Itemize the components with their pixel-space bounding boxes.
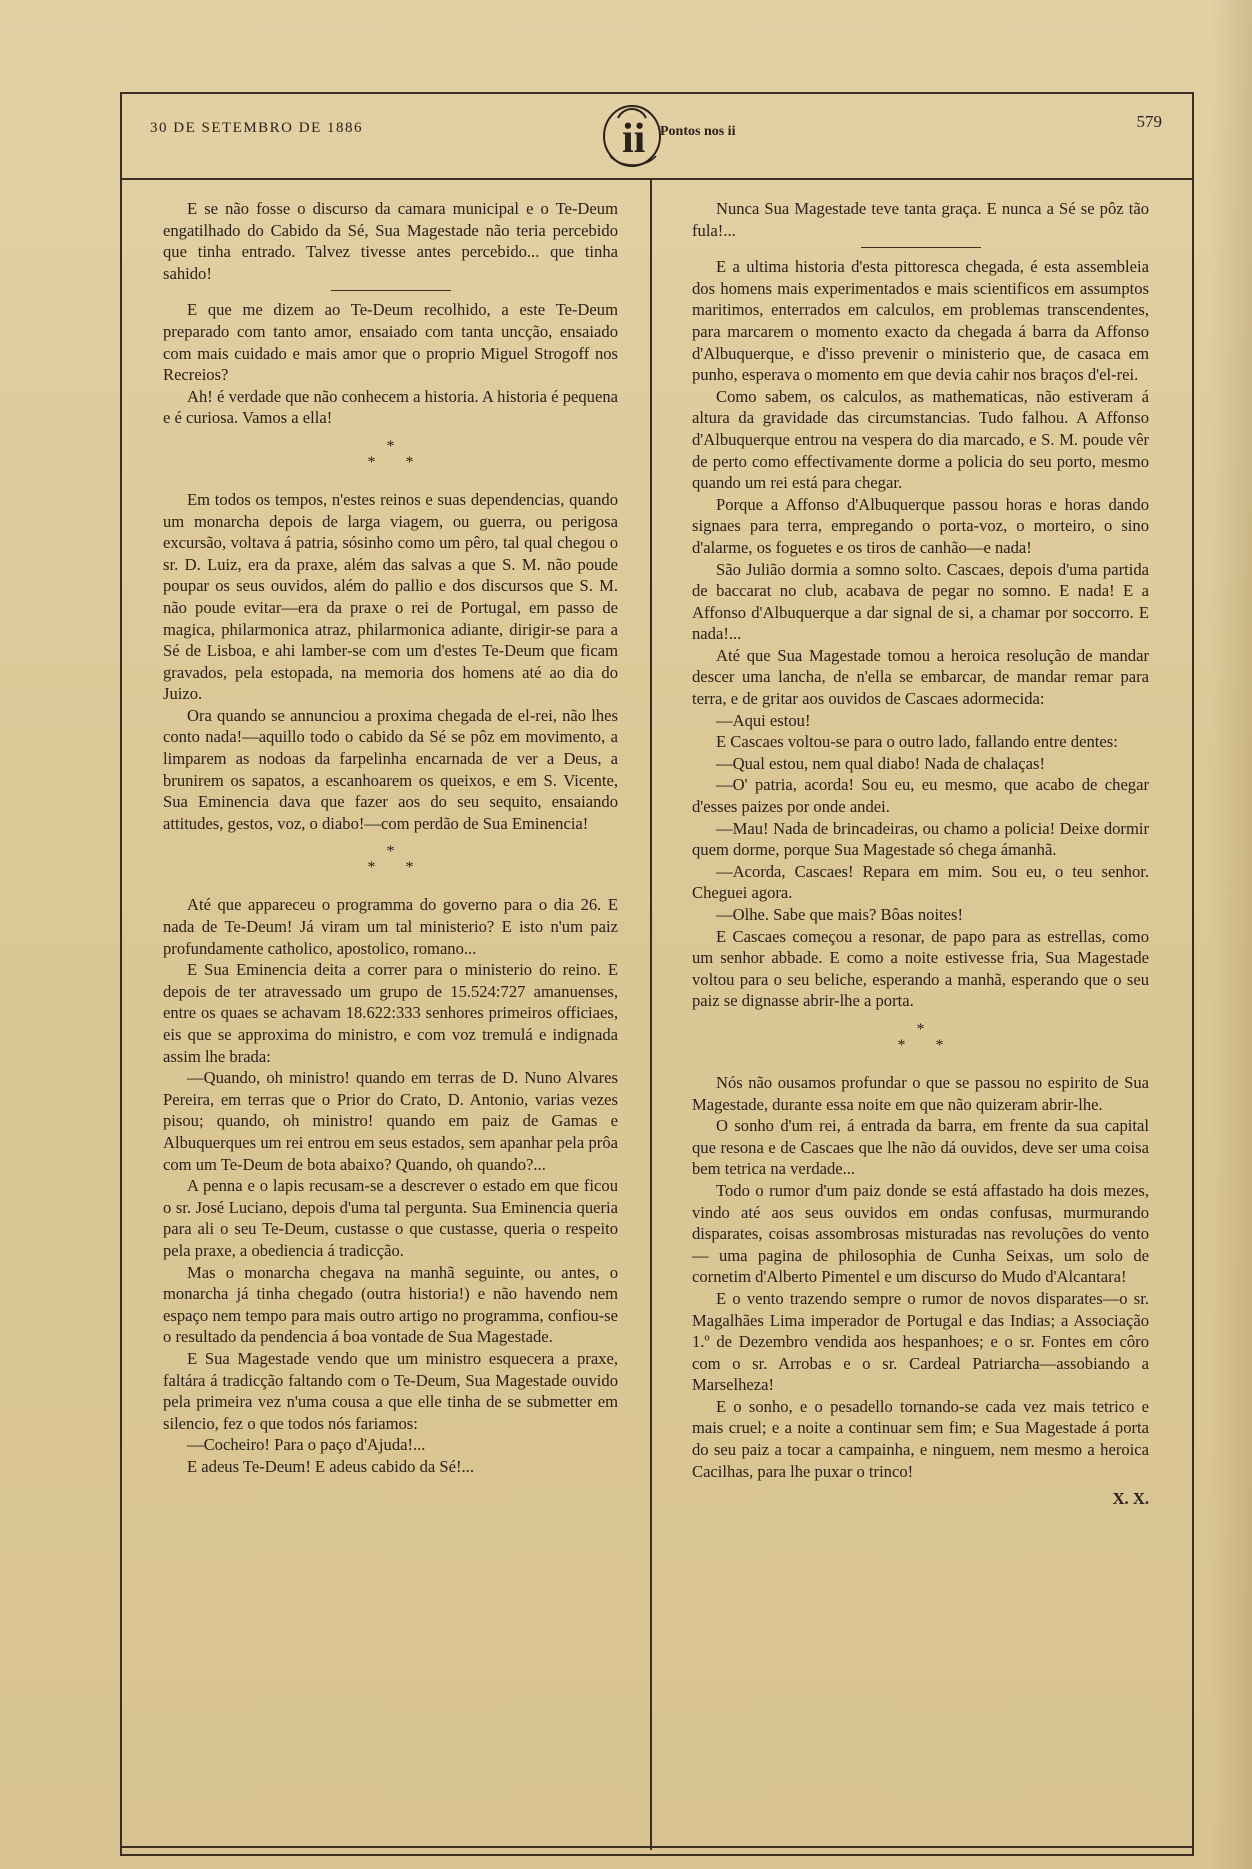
section-rule xyxy=(861,247,981,248)
section-rule xyxy=(331,290,451,291)
asterism-top: * xyxy=(386,437,395,455)
issue-date: 30 DE SETEMBRO DE 1886 xyxy=(150,120,363,136)
asterism-top: * xyxy=(916,1020,925,1038)
article-paragraph: São Julião dormia a somno solto. Cascaes, depois d'uma partida de baccarat no club, acabava de pegar no somno. E nada! E a Affonso d'Albuquerque a dar signal de si, a chamar por soccorro. E nada!... xyxy=(692,559,1149,644)
article-paragraph: Como sabem, os calculos, as mathematicas, não estiveram á altura da gravidade das circumstancias. Tudo falhou. A Affonso d'Albuquerque entrou na vespera do dia marcado, e S. M. poude vêr de perto como effectivamente dorme a policia do seu porto, mesmo quando um rei está para chegar. xyxy=(692,386,1149,493)
section-asterism xyxy=(692,1022,1149,1054)
footer-rule xyxy=(120,1846,1192,1848)
asterism-top: * xyxy=(386,843,395,861)
article-paragraph: E Cascaes começou a resonar, de papo para as estrellas, como um senhor abbade. E como a noite estivesse fria, Sua Magestade voltou para o seu beliche, esperando a manhã, esperando que o seu paiz se dignasse abrir-lhe a porta. xyxy=(692,926,1149,1011)
article-paragraph: Porque a Affonso d'Albuquerque passou horas e horas dando signaes para terra, empregando o porta-voz, o morteiro, o sino d'alarme, os foguetes e os tiros de canhão—e nada! xyxy=(692,494,1149,557)
article-paragraph: E Cascaes voltou-se para o outro lado, fallando entre dentes: xyxy=(716,732,1118,752)
article-paragraph: —Acorda, Cascaes! Repara em mim. Sou eu, o teu senhor. Cheguei agora. xyxy=(692,861,1149,903)
article-paragraph: E que me dizem ao Te-Deum recolhido, a este Te-Deum preparado com tanto amor, ensaiado com tanta uncção, ensaiado com mais cuidado e mais amor que o proprio Miguel Strogoff nos Recreios? xyxy=(163,300,618,385)
article-paragraph: Ora quando se annunciou a proxima chegada de el-rei, não lhes conto nada!—aquillo todo o cabido da Sé se pôz em movimento, a limparem as nodoas da farpelinha encarnada de ver a Deus, a brunirem os sapatos, a escanhoarem os queixos, e em S. Vicente, Sua Eminencia dava que fazer aos do seu sequito, ensaiando attitudes, gestos, voz, o diabo!—com perdão de Sua Eminencia! xyxy=(163,705,618,833)
article-paragraph: E se não fosse o discurso da camara municipal e o Te-Deum engatilhado do Cabido da Sé, Sua Magestade não teria percebido que tinha entrado. Talvez tivesse antes percebido... que tinha sahido! xyxy=(163,199,618,283)
article-paragraph: E a ultima historia d'esta pittoresca chegada, é esta assembleia dos homens mais experimentados e mais scientificos em assumptos maritimos, enterrados em calculos, em problemas transcendentes, para marcarem o momento exacto da chegada á barra da Affonso d'Albuquerque, e d'isso prevenir o ministerio que, de casaca em punho, esperava o momento em que devia cahir nos braços d'el-rei. xyxy=(692,257,1149,385)
article-paragraph: E Sua Magestade vendo que um ministro esquecera a praxe, faltára á tradicção faltando com o Te-Deum, Sua Magestade ouvido pela primeira vez n'uma cousa a que elle tinha de se submetter em silencio, fez o que todos nós fariamos: xyxy=(163,1348,618,1433)
article-paragraph: E o vento trazendo sempre o rumor de novos disparates—o sr. Magalhães Lima imperador de Portugal e das Indias; a Associação 1.º de Dezembro vendida aos hespanhoes; e o sr. Fontes em côro com o sr. Arrobas e o sr. Cardeal Patriarcha—assobiando a Marselheza! xyxy=(692,1288,1149,1395)
page-header xyxy=(120,92,1192,180)
article-paragraph: Todo o rumor d'um paiz donde se está affastado ha dois mezes, vindo até aos seus ouvidos em ondas confusas, murmurando disparates, coisas assombrosas misturadas nas revoluções do vento — uma pagina de philosophia de Cunha Seixas, um solo de cornetim d'Alberto Pimentel e um discurso do Mudo d'Alcantara! xyxy=(692,1180,1149,1287)
article-paragraph: Até que appareceu o programma do governo para o dia 26. E nada de Te-Deum! Já viram um tal ministerio? E isto n'um paiz profundamente catholico, apostolico, romano... xyxy=(163,895,618,958)
article-paragraph: —O' patria, acorda! Sou eu, eu mesmo, que acabo de chegar d'esses paizes por onde andei. xyxy=(692,775,1149,817)
article-paragraph: Nós não ousamos profundar o que se passou no espirito de Sua Magestade, durante essa noite em que não quizeram abrir-lhe. xyxy=(692,1072,1149,1114)
article-paragraph: E o sonho, e o pesadello tornando-se cada vez mais tetrico e mais cruel; e a noite a continuar sem fim; e Sua Magestade á porta do seu paiz a tocar a campainha, e ninguem, nem mesmo a heroica Cacilhas, para lhe puxar o trinco! xyxy=(692,1396,1149,1481)
left-column xyxy=(163,198,618,1477)
article-paragraph: E adeus Te-Deum! E adeus cabido da Sé!... xyxy=(187,1456,474,1476)
article-paragraph: —Cocheiro! Para o paço d'Ajuda!... xyxy=(187,1435,426,1455)
article-paragraph: —Aqui estou! xyxy=(716,710,811,730)
right-column xyxy=(692,198,1149,1510)
article-paragraph: —Mau! Nada de brincadeiras, ou chamo a policia! Deixe dormir quem dorme, porque Sua Magestade só chega ámanhã. xyxy=(692,818,1149,860)
article-paragraph: A penna e o lapis recusam-se a descrever o estado em que ficou o sr. José Luciano, depois d'uma tal pergunta. Sua Eminencia queria para ali o seu Te-Deum, custasse o que custasse, queria o respeito pela praxe, a obediencia á tradicção. xyxy=(163,1176,618,1260)
asterism-bottom: ** xyxy=(367,453,444,471)
section-asterism xyxy=(163,439,618,471)
section-asterism xyxy=(163,844,618,876)
article-paragraph: Mas o monarcha chegava na manhã seguinte, ou antes, o monarcha já tinha chegado (outra historia!) e não havendo nem espaço nem tempo para mais outro artigo no programma, confiou-se o resultado da pendencia á boa vontade de Sua Magestade. xyxy=(163,1262,618,1347)
author-signature: X. X. xyxy=(1112,1489,1149,1509)
article-paragraph: —Qual estou, nem qual diabo! Nada de chalaças! xyxy=(716,753,1045,773)
article-paragraph: —Quando, oh ministro! quando em terras de D. Nuno Alvares Pereira, em terras que o Prior do Crato, D. Antonio, varias vezes pisou; quando, oh ministro! quando em paiz de Gamas e Albuquerques um rei entrou em seus estados, sem apanhar pela prôa com um Te-Deum de bota abaixo? Quando, oh quando?... xyxy=(163,1068,618,1174)
article-paragraph: Em todos os tempos, n'estes reinos e suas dependencias, quando um monarcha depois de larga viagem, ou guerra, ou perigosa excursão, voltava á patria, sósinho como um pêro, tal qual chegou o sr. D. Luiz, era da praxe, além das salvas a que S. M. não poude poupar os seus ouvidos, além do pallio e dos discursos que S. M. não poude evitar—era da praxe o rei de Portugal, em passo de magica, philarmonica atraz, philarmonica adiante, dirigir-se para a Sé de Lisboa, e ahi lamber-se com um d'estes Te-Deum que ficam gravados, pela estopada, na memoria dos homens até ao dia do Juizo. xyxy=(163,489,618,704)
article-paragraph: Ah! é verdade que não conhecem a historia. A historia é pequena e é curiosa. Vamos a ella! xyxy=(163,386,618,428)
article-paragraph: O sonho d'um rei, á entrada da barra, em frente da sua capital que resona e de Cascaes que lhe não dá ouvidos, deve ser uma coisa bem tetrica na verdade... xyxy=(692,1116,1149,1179)
column-divider xyxy=(650,180,652,1850)
page-number: 579 xyxy=(1136,112,1162,131)
article-paragraph: Nunca Sua Magestade teve tanta graça. E nunca a Sé se pôz tão fula!... xyxy=(692,199,1149,240)
svg-text:ii: ii xyxy=(622,116,646,162)
article-paragraph: E Sua Eminencia deita a correr para o ministerio do reino. E depois de ter atravessado um grupo de 15.524:727 amanuenses, entre os quaes se achavam 18.622:333 senhores primeiros officiaes, eis que se approxima do ministro, e com voz tremulá e indignada assim lhe brada: xyxy=(163,960,618,1066)
masthead-logo xyxy=(590,96,760,172)
article-paragraph: Até que Sua Magestade tomou a heroica resolução de mandar descer uma lancha, de n'ella se embarcar, de mandar remar para terra, e de gritar aos ouvidos de Cascaes adormecida: xyxy=(692,645,1149,709)
asterism-bottom: ** xyxy=(367,859,444,877)
page-edge-stain xyxy=(1210,0,1252,1869)
article-paragraph: —Olhe. Sabe que mais? Bôas noites! xyxy=(716,905,964,924)
masthead-title: Pontos nos ii xyxy=(660,124,736,139)
asterism-bottom: ** xyxy=(897,1036,974,1054)
